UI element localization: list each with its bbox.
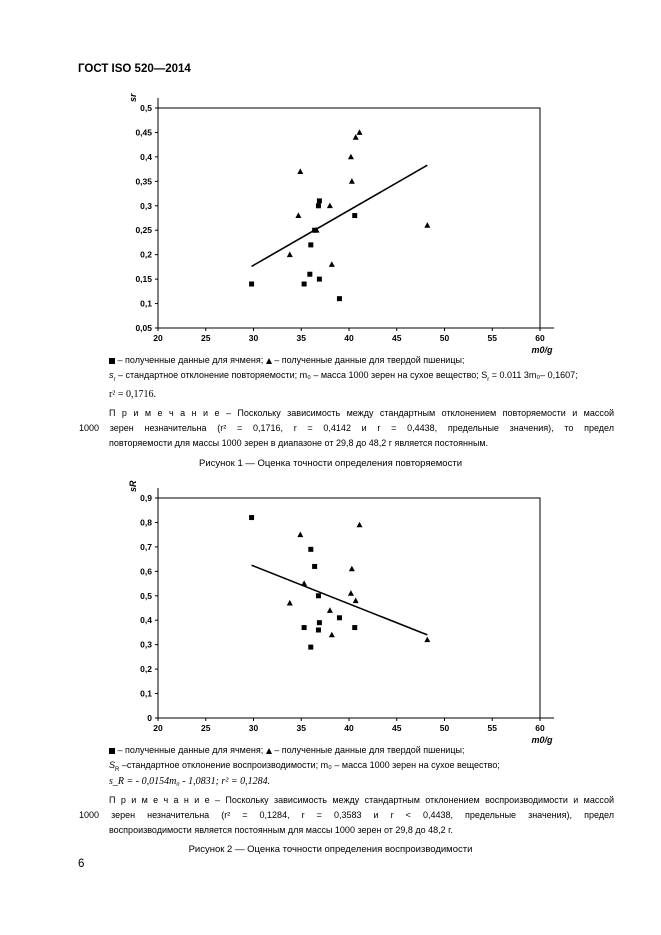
legend-barley: – полученные данные для ячменя; [117, 355, 266, 365]
barley-point [302, 282, 307, 287]
y-tick-label: 0,2 [140, 664, 152, 675]
x-tick-label: 55 [487, 723, 497, 733]
barley-point [317, 277, 322, 282]
barley-point [316, 628, 321, 633]
y-tick-label: 0,5 [140, 103, 152, 113]
x-axis-label: m0/g [531, 345, 553, 355]
x-tick-label: 35 [296, 333, 306, 343]
wheat-point [287, 251, 293, 257]
y-tick-label: 0,9 [140, 493, 152, 503]
y-tick-label: 0,05 [135, 323, 152, 333]
barley-point [352, 213, 357, 218]
y-tick-label: 0,4 [140, 615, 152, 626]
note-line: 1000 зерен незначительна (r² = 0,1716, r = 0,4142 и r = 0,4438, предельные значения), то предел [79, 423, 614, 433]
barley-point [337, 296, 342, 301]
barley-point [317, 198, 322, 203]
x-tick-label: 30 [248, 333, 259, 343]
x-tick-label: 50 [439, 723, 450, 733]
legend-definition-text: –стандартное отклонение воспроизводимости; m₀ – масса 1000 зерен на сухое вещество; [119, 760, 500, 770]
y-tick-label: 0,2 [140, 249, 152, 260]
figure2-caption: Рисунок 2 — Оценка точности определения воспроизводимости [188, 844, 473, 855]
y-tick-label: 0,7 [140, 541, 152, 552]
barley-point [316, 203, 321, 208]
legend-equation: s_R = - 0,0154m₀ - 1,0831; r² = 0,1284. [109, 776, 271, 787]
plot-area [158, 498, 540, 718]
x-tick-label: 45 [392, 723, 402, 733]
y-tick-label: 0,1 [140, 298, 152, 309]
wheat-point [287, 600, 293, 606]
note-line: воспроизводимости является постоянным для массы 1000 зерен от 29,8 до 48,2 г. [109, 825, 453, 835]
x-tick-label: 40 [344, 723, 354, 733]
y-tick-label: 0,8 [140, 517, 152, 528]
wheat-point [357, 129, 363, 135]
barley-point [316, 593, 321, 598]
wheat-point [424, 222, 430, 228]
legend-durum-wheat: – полученные данные для твердой пшеницы; [274, 355, 465, 365]
x-tick-label: 30 [248, 723, 259, 733]
barley-point [317, 620, 322, 625]
x-tick-label: 60 [535, 333, 545, 343]
figure1-caption: Рисунок 1 — Оценка точности определения повторяемости [199, 458, 462, 469]
x-tick-label: 40 [344, 333, 354, 343]
wheat-point [348, 154, 354, 160]
plot-area [158, 108, 540, 328]
wheat-point [327, 203, 333, 209]
wheat-point [297, 168, 303, 174]
wheat-point [349, 566, 355, 572]
y-tick-label: 0,4 [140, 151, 152, 162]
document-header: ГОСТ ISO 520—2014 [78, 63, 191, 75]
symbol-s: S [109, 760, 116, 770]
figure1-legend [109, 353, 578, 402]
wheat-point [348, 590, 354, 596]
barley-point [312, 564, 317, 569]
note-line: П р и м е ч а н и е – Поскольку зависимость между стандартным отклонением повторяемости и массой [109, 408, 614, 418]
x-tick-label: 45 [392, 333, 402, 343]
barley-point [302, 625, 307, 630]
barley-point [308, 547, 313, 552]
legend-equation: = 0.011 3m₀– 0,1607; [489, 370, 578, 380]
y-tick-label: 0,5 [140, 590, 152, 601]
chart-repeatability [120, 88, 570, 358]
chart-reproducibility [120, 478, 570, 748]
figure1-note [79, 406, 614, 451]
x-tick-label: 60 [535, 723, 545, 733]
legend-durum-wheat: – полученные данные для твердой пшеницы; [274, 745, 465, 755]
y-tick-label: 0,1 [140, 688, 152, 699]
symbol-sub2: r [487, 376, 490, 383]
legend-barley: – полученные данные для ячменя; [117, 745, 266, 755]
regression-line [252, 165, 428, 266]
x-axis-label: m0/g [531, 735, 553, 745]
wheat-point [357, 522, 363, 528]
x-tick-label: 25 [201, 333, 211, 343]
wheat-point [327, 607, 333, 613]
wheat-point [424, 637, 430, 643]
x-tick-label: 25 [201, 723, 211, 733]
y-axis-label: sR [128, 480, 138, 492]
y-tick-label: 0,15 [135, 274, 152, 285]
x-tick-label: 55 [487, 333, 497, 343]
triangle-marker-icon [266, 358, 272, 364]
wheat-point [295, 212, 301, 218]
page-number: 6 [78, 858, 85, 870]
wheat-point [353, 597, 359, 603]
barley-point [337, 615, 342, 620]
legend-definition-text: – стандартное отклонение повторяемости; m₀ – масса 1000 зерен на сухое вещество; S [115, 370, 488, 380]
figure2-note [79, 793, 614, 838]
wheat-point [329, 261, 335, 267]
legend-definitions [109, 758, 500, 773]
y-axis-label: sr [128, 93, 138, 102]
barley-point [307, 272, 312, 277]
barley-point [352, 625, 357, 630]
figure2-legend [109, 743, 500, 789]
symbol-s: s [109, 370, 114, 380]
symbol-sub: R [115, 766, 120, 773]
triangle-marker-icon [266, 748, 272, 754]
y-tick-label: 0,35 [135, 176, 152, 187]
note-line: 1000 зерен незначительна (r² = 0,1284, r = 0,3583 и r < 0,4438, предельные значения), предел [79, 810, 614, 820]
x-tick-label: 20 [153, 723, 163, 733]
x-tick-label: 35 [296, 723, 306, 733]
barley-point [308, 242, 313, 247]
regression-line [252, 565, 428, 635]
y-tick-label: 0 [147, 713, 152, 723]
y-tick-label: 0,3 [140, 200, 152, 211]
barley-point [308, 645, 313, 650]
wheat-point [349, 178, 355, 184]
wheat-point [353, 134, 359, 140]
wheat-point [297, 531, 303, 537]
wheat-point [329, 632, 335, 638]
x-tick-label: 50 [439, 333, 450, 343]
wheat-point [301, 580, 307, 586]
barley-point [249, 515, 254, 520]
barley-point [249, 282, 254, 287]
x-tick-label: 20 [153, 333, 163, 343]
symbol-sub: r [113, 376, 116, 383]
y-tick-label: 0,6 [140, 566, 152, 577]
y-tick-label: 0,45 [135, 127, 152, 138]
square-marker-icon [109, 358, 115, 364]
legend-definitions [109, 368, 578, 383]
note-line: повторяемости для массы 1000 зерен в диапазоне от 29,8 до 48,2 г является постоянным. [109, 438, 489, 448]
y-tick-label: 0,3 [140, 639, 152, 650]
note-line: П р и м е ч а н и е – Поскольку зависимость между стандартным отклонением воспроизводимости и массой [109, 795, 614, 805]
square-marker-icon [109, 748, 115, 754]
y-tick-label: 0,25 [135, 225, 152, 236]
legend-r-squared: r² = 0,1716. [109, 389, 156, 400]
